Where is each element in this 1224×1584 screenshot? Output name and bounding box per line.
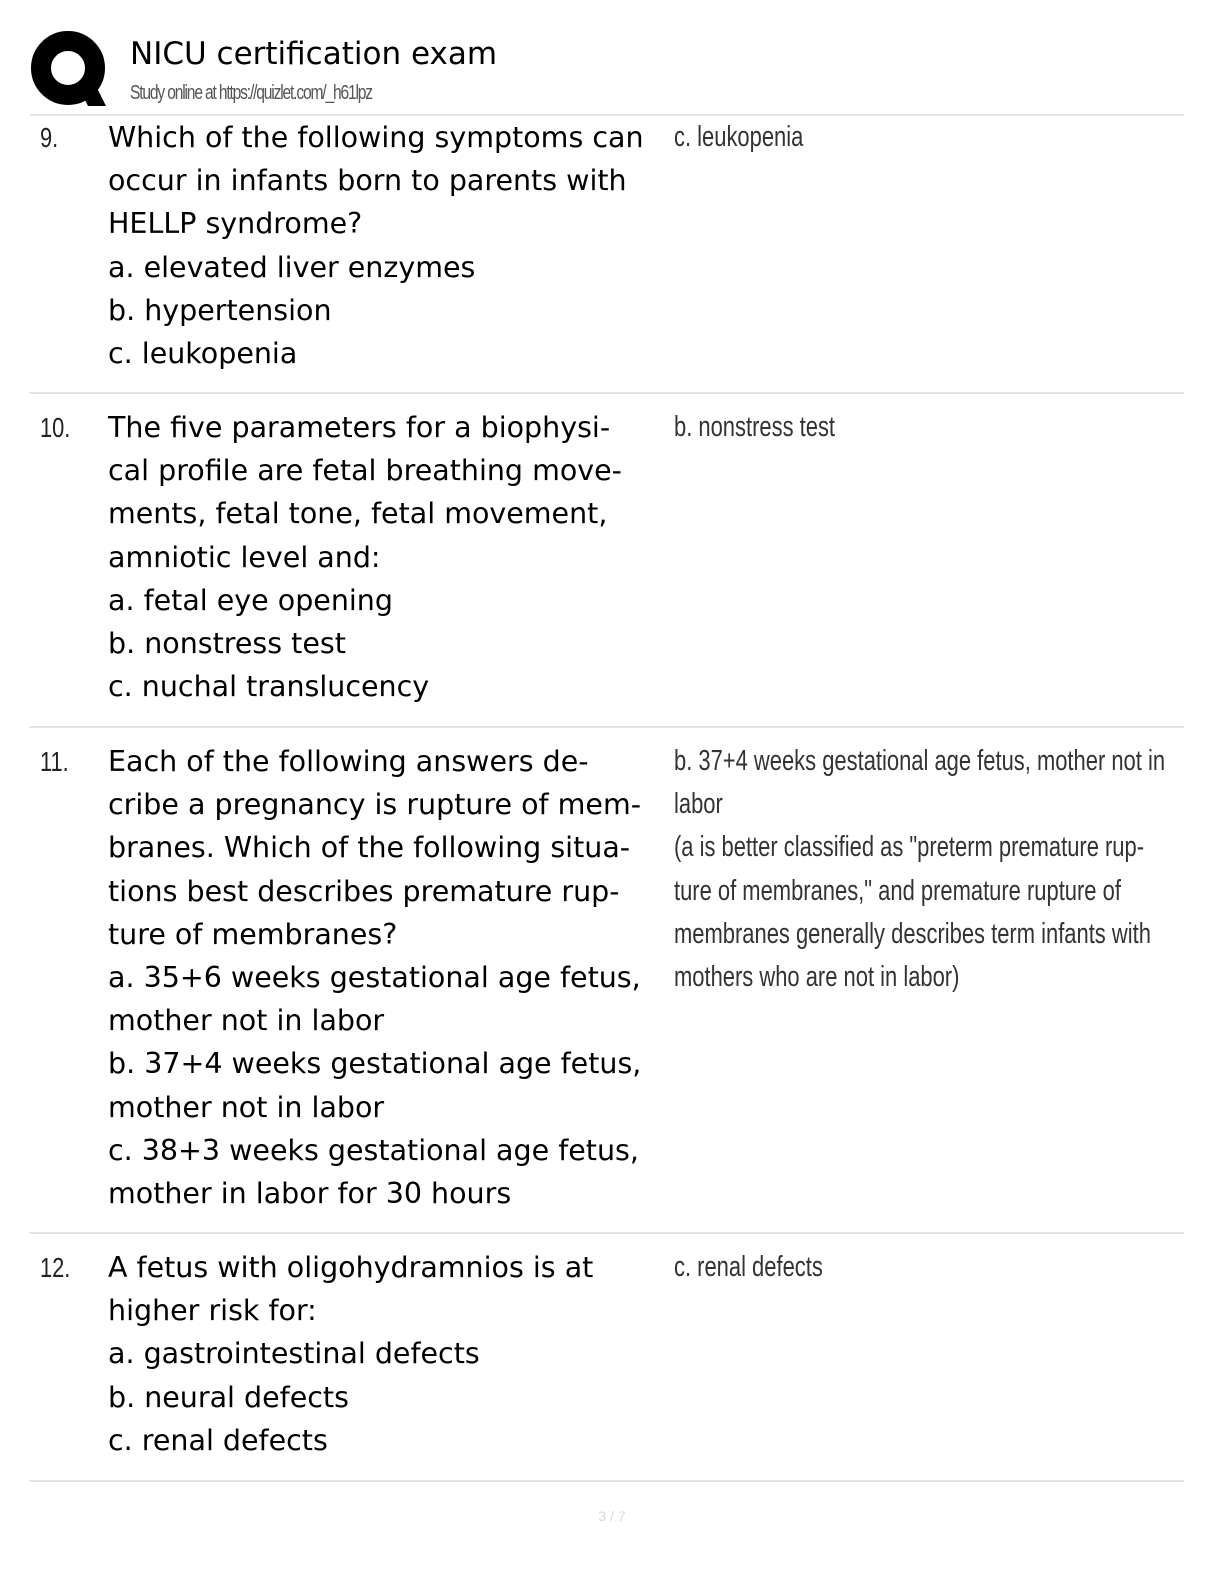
- card-number: 12.: [40, 1252, 71, 1283]
- flashcard-12: [30, 1246, 1184, 1482]
- answer-line: ture of membranes," and premature rupture of: [674, 874, 1121, 907]
- card-question: [108, 116, 668, 375]
- question-line: c. leukopenia: [108, 337, 298, 371]
- question-line: branes. Which of the following situa-: [108, 831, 631, 865]
- question-line: a. gastrointestinal defects: [108, 1337, 480, 1371]
- answer-line: membranes generally describes term infants with: [674, 917, 1151, 950]
- answer-line: labor: [674, 788, 723, 821]
- question-line: c. nuchal translucency: [108, 670, 430, 704]
- question-line: higher risk for:: [108, 1294, 317, 1328]
- question-line: mother not in labor: [108, 1090, 385, 1124]
- flashcard-9: [30, 116, 1184, 394]
- page-number: 3 / 7: [598, 1508, 626, 1524]
- document-subtitle: Study online at https://quizlet.com/_h61lpz: [130, 82, 372, 104]
- question-line: amniotic level and:: [108, 540, 381, 574]
- question-line: b. nonstress test: [108, 627, 346, 661]
- question-line: Which of the following symptoms can: [108, 121, 644, 154]
- card-number: 9.: [40, 122, 59, 153]
- question-line: b. hypertension: [108, 293, 332, 327]
- question-line: b. 37+4 weeks gestational age fetus,: [108, 1047, 642, 1081]
- question-line: tions best describes premature rup-: [108, 874, 620, 908]
- answer-line: c. leukopenia: [674, 121, 804, 153]
- question-line: ture of membranes?: [108, 917, 398, 951]
- question-line: mother not in labor: [108, 1004, 385, 1038]
- flashcard-10: [30, 406, 1184, 728]
- card-question: [108, 740, 668, 1215]
- card-answer: [674, 406, 1167, 449]
- question-line: b. neural defects: [108, 1380, 349, 1414]
- card-question: [108, 406, 668, 708]
- question-line: Each of the following answers de-: [108, 745, 589, 778]
- question-line: c. 38+3 weeks gestational age fetus,: [108, 1133, 639, 1167]
- document-title: NICU certification exam: [130, 36, 498, 72]
- question-line: HELLP syndrome?: [108, 207, 363, 241]
- question-line: mother in labor for 30 hours: [108, 1177, 512, 1211]
- question-line: a. 35+6 weeks gestational age fetus,: [108, 961, 641, 995]
- flashcard-11: [30, 740, 1184, 1234]
- answer-line: (a is better classified as "preterm premature rup-: [674, 831, 1145, 864]
- card-answer: [674, 116, 1167, 159]
- question-line: cal profile are fetal breathing move-: [108, 454, 622, 488]
- question-line: cribe a pregnancy is rupture of mem-: [108, 788, 641, 822]
- card-answer: [674, 740, 1167, 999]
- question-line: occur in infants born to parents with: [108, 164, 627, 198]
- card-number: 11.: [40, 746, 69, 777]
- question-line: The five parameters for a biophysi-: [108, 411, 611, 444]
- card-number: 10.: [40, 412, 71, 443]
- answer-line: c. renal defects: [674, 1251, 823, 1283]
- answer-line: mothers who are not in labor): [674, 961, 960, 994]
- answer-line: b. 37+4 weeks gestational age fetus, mother not in: [674, 745, 1166, 777]
- question-line: a. fetal eye opening: [108, 583, 393, 617]
- answer-line: b. nonstress test: [674, 411, 836, 443]
- question-line: A fetus with oligohydramnios is at: [108, 1251, 594, 1284]
- document-header: [30, 30, 1184, 114]
- card-question: [108, 1246, 668, 1462]
- question-line: a. elevated liver enzymes: [108, 250, 476, 284]
- card-answer: [674, 1246, 1167, 1289]
- question-line: c. renal defects: [108, 1423, 328, 1457]
- quizlet-logo-icon: [30, 30, 110, 110]
- question-line: ments, fetal tone, fetal movement,: [108, 497, 608, 531]
